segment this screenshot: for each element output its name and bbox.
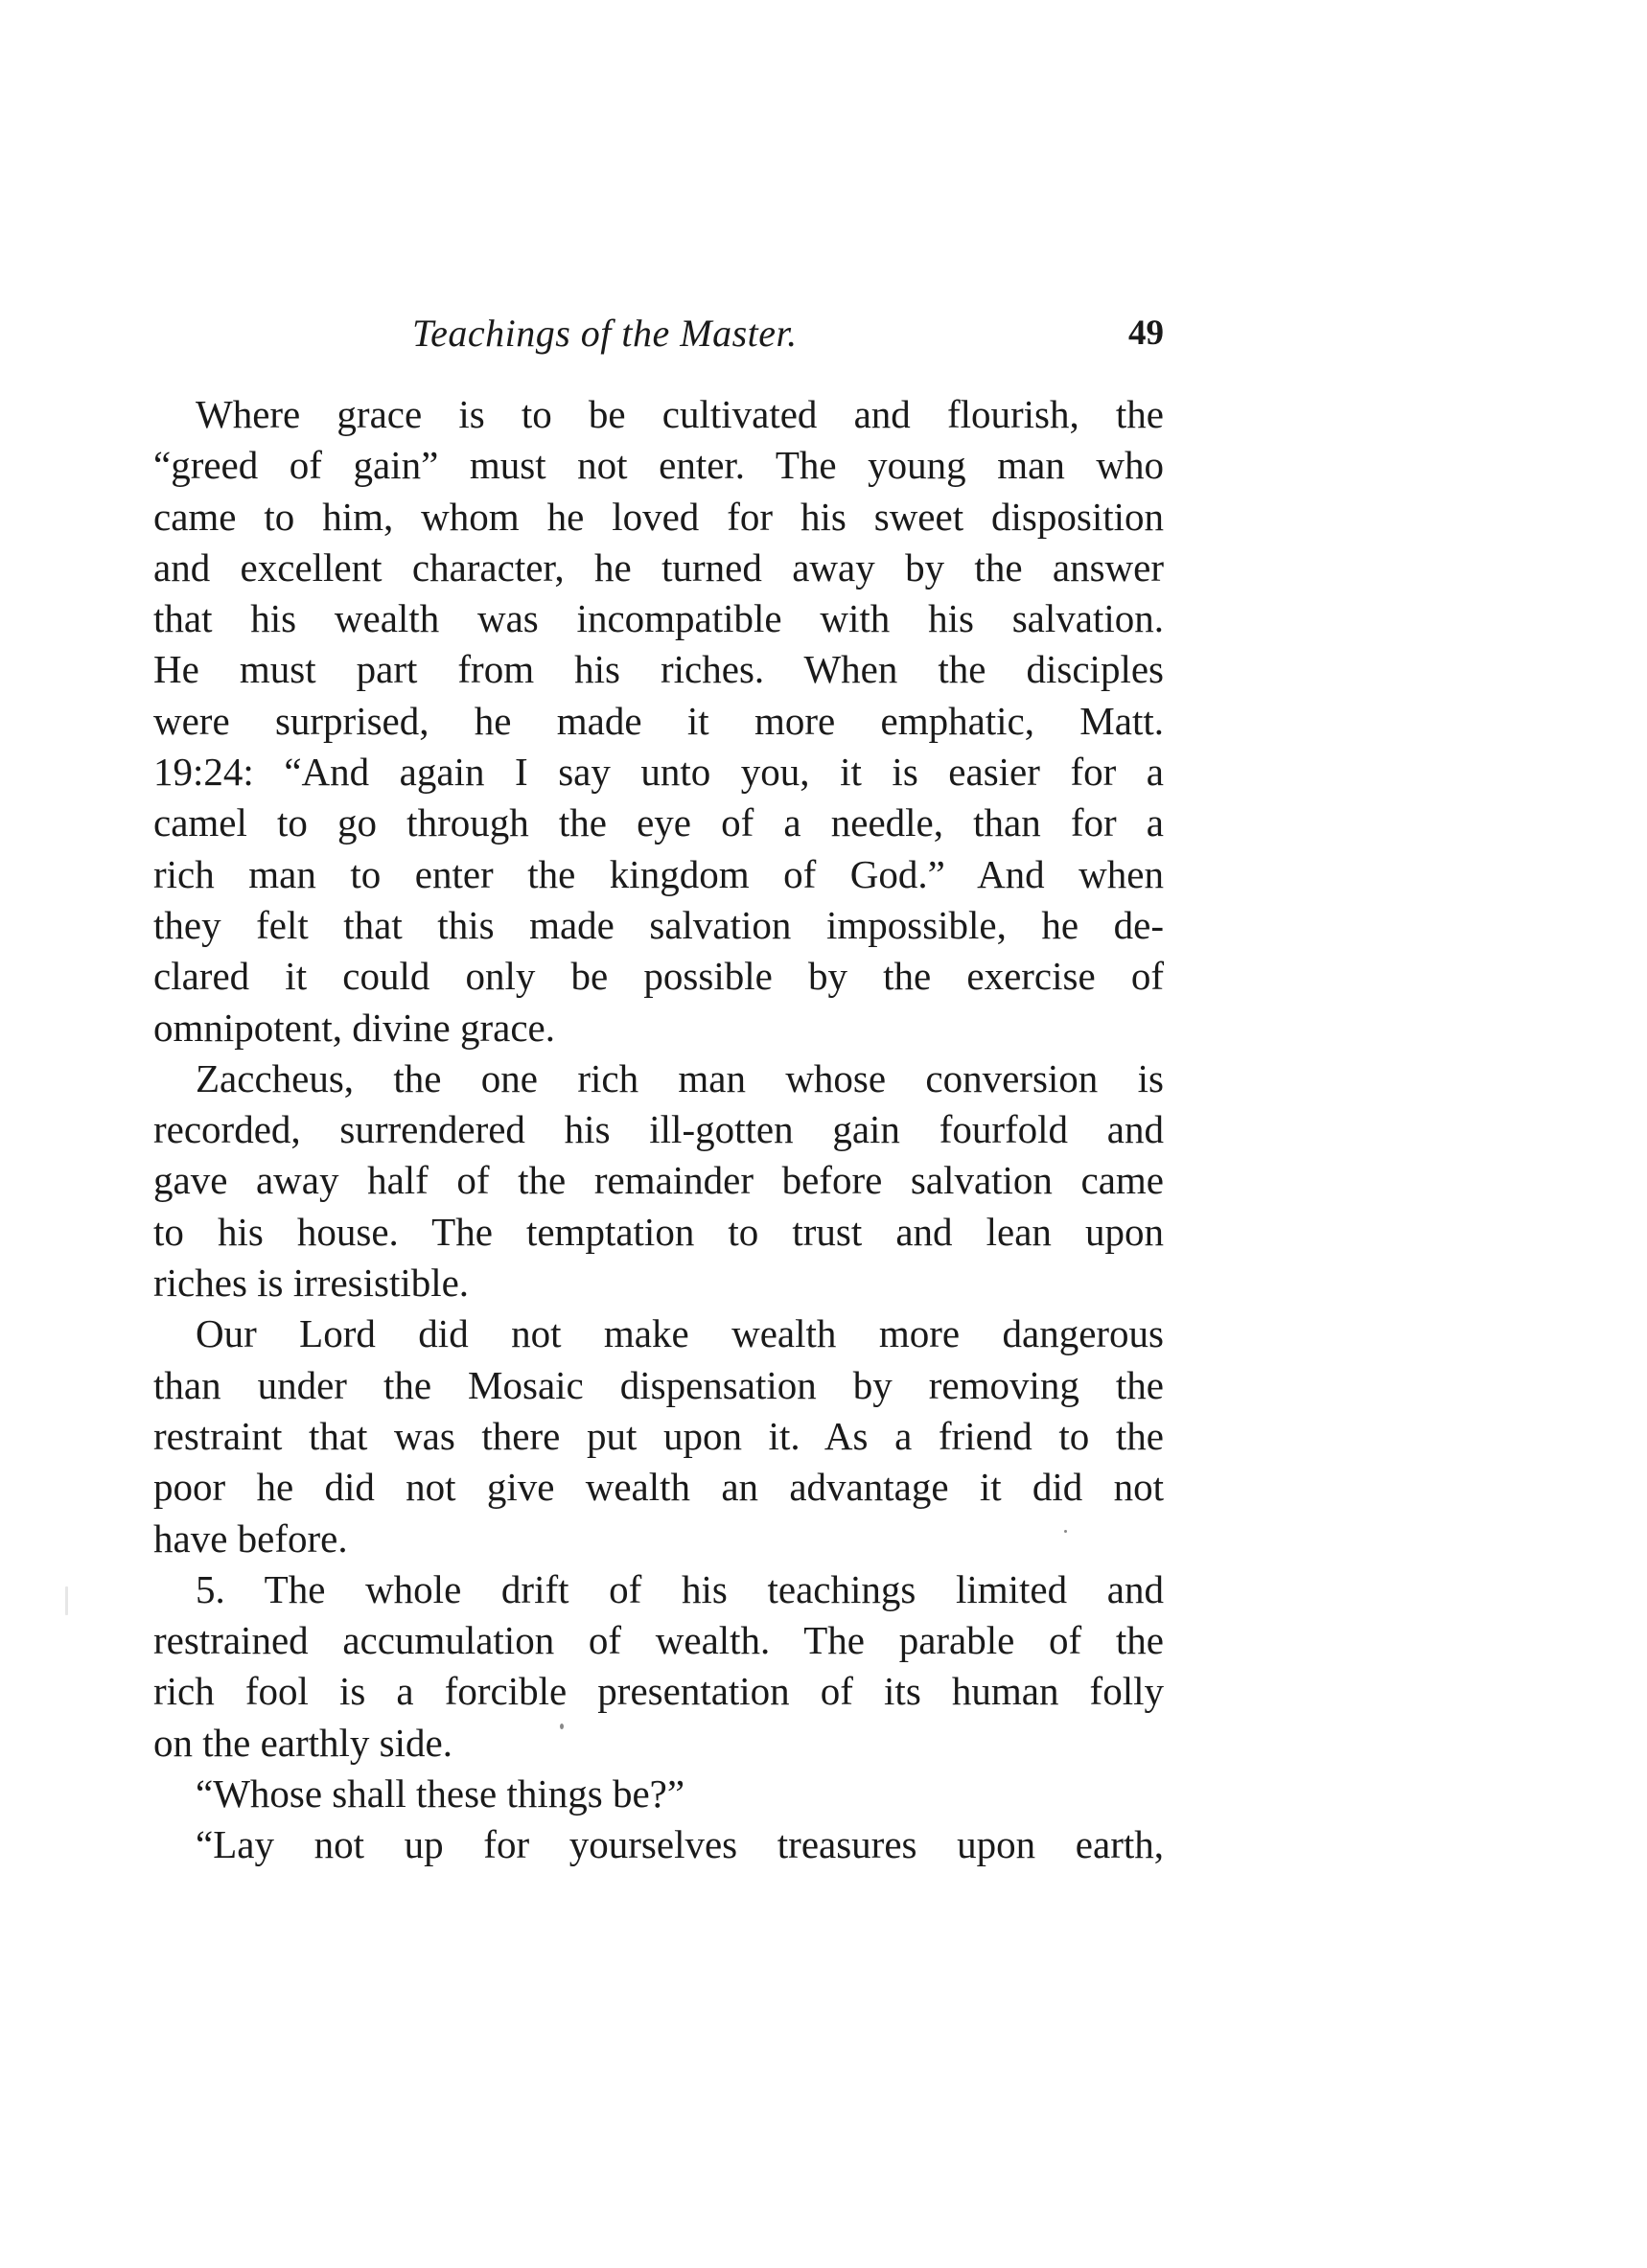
text-line: rich fool is a forcible presentation of its human folly	[153, 1669, 1164, 1714]
print-speck	[560, 1724, 564, 1729]
text-line: restrained accumulation of wealth. The parable of the	[153, 1618, 1164, 1663]
text-line: on the earthly side.	[153, 1720, 452, 1765]
text-line: “greed of gain” must not enter. The young man who	[153, 443, 1164, 488]
text-line: omnipotent, divine grace.	[153, 1005, 555, 1050]
text-line: rich man to enter the kingdom of God.” And when	[153, 851, 1164, 896]
print-speck	[65, 1586, 68, 1615]
text-line: poor he did not give wealth an advantage it did not	[153, 1465, 1164, 1510]
running-title: Teachings of the Master.	[412, 312, 798, 355]
text-line: and excellent character, he turned away by the answer	[153, 544, 1164, 590]
text-line: riches is irresistible.	[153, 1261, 470, 1306]
text-line: Where grace is to be cultivated and flourish, the	[196, 392, 1164, 436]
text-line: were surprised, he made it more emphatic, Matt.	[153, 698, 1164, 743]
text-line: gave away half of the remainder before salvation came	[153, 1158, 1164, 1203]
text-line: camel to go through the eye of a needle, than for a	[153, 800, 1164, 845]
text-line: 19:24: “And again I say unto you, it is easier for a	[153, 750, 1164, 795]
text-line: that his wealth was incompatible with his salvation.	[153, 596, 1164, 641]
text-line: “Whose shall these things be?”	[196, 1771, 685, 1817]
running-head	[412, 305, 1164, 362]
text-line: 5. The whole drift of his teachings limited and	[196, 1566, 1164, 1611]
text-line: Our Lord did not make wealth more dangerous	[196, 1311, 1164, 1356]
text-line: He must part from his riches. When the disciples	[153, 647, 1164, 692]
text-line: clared it could only be possible by the exercise of	[153, 954, 1164, 999]
text-line: to his house. The temptation to trust and lean upon	[153, 1209, 1164, 1254]
text-line: came to him, whom he loved for his sweet disposition	[153, 494, 1164, 539]
text-line: they felt that this made salvation impossible, he de-	[153, 902, 1164, 947]
text-line: Zaccheus, the one rich man whose conversion is	[196, 1055, 1164, 1100]
text-line: restraint that was there put upon it. As a friend to the	[153, 1413, 1164, 1458]
page-number: 49	[1128, 313, 1164, 353]
print-speck	[1064, 1530, 1067, 1533]
text-line: “Lay not up for yourselves treasures upon earth,	[196, 1822, 1164, 1867]
text-line: recorded, surrendered his ill-gotten gain fourfold and	[153, 1107, 1164, 1152]
text-line: have before.	[153, 1516, 348, 1561]
body-text	[153, 389, 1164, 1871]
text-line: than under the Mosaic dispensation by removing the	[153, 1362, 1164, 1407]
